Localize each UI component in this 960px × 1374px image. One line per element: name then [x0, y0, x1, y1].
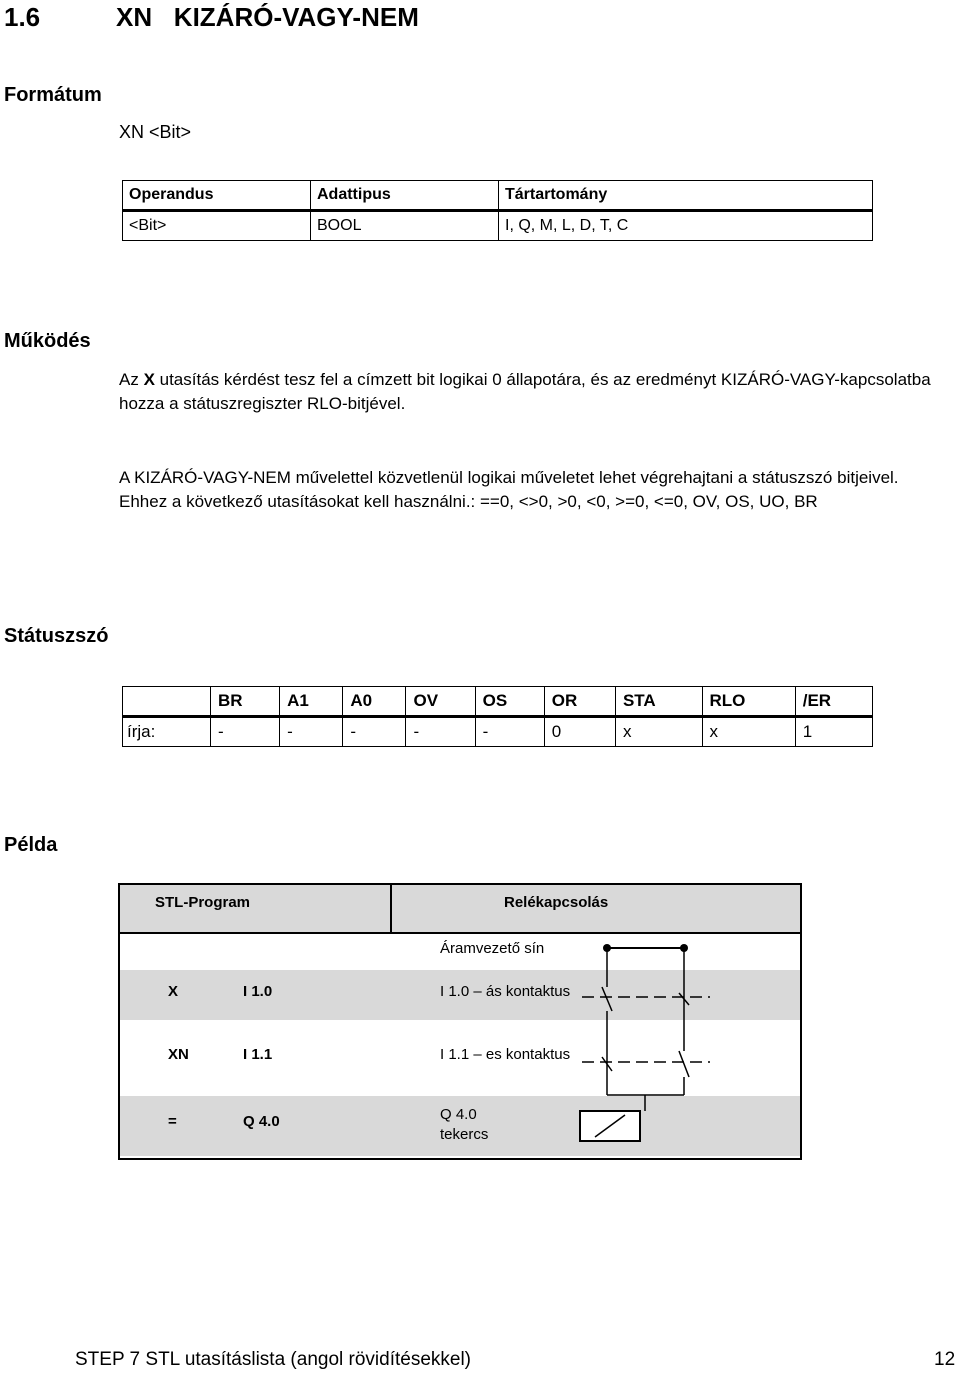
row3-op: = — [168, 1113, 177, 1130]
row3-operand: Q 4.0 — [243, 1113, 280, 1130]
row3-desc-1: Q 4.0 — [440, 1106, 477, 1123]
contact-right-2 — [679, 1051, 689, 1077]
header-datatype: Adattipus — [311, 181, 499, 211]
row1-desc: I 1.0 – ás kontaktus — [440, 983, 571, 1000]
row3-desc-2: tekercs — [440, 1126, 489, 1143]
cell-operand: <Bit> — [123, 211, 311, 241]
example-box — [118, 883, 802, 1160]
status-value-row — [123, 717, 873, 747]
operation-paragraph-1 — [119, 368, 949, 416]
operation-heading: Működés — [4, 330, 91, 352]
status-header-cell: OV — [406, 687, 475, 717]
contact-left-1 — [602, 987, 612, 1011]
row2-desc: I 1.1 – es kontaktus — [440, 1046, 571, 1063]
footer-page-number: 12 — [934, 1349, 956, 1370]
status-value-cell: - — [406, 717, 475, 747]
status-value-cell: 0 — [544, 717, 615, 747]
header-operand: Operandus — [123, 181, 311, 211]
p1-pre: Az — [119, 370, 144, 389]
operand-table — [122, 180, 873, 241]
status-header-cell: STA — [615, 687, 702, 717]
stl-column-title: STL-Program — [155, 894, 251, 911]
status-header-row — [123, 687, 873, 717]
status-header-cell — [123, 687, 211, 717]
footer-title: STEP 7 STL utasításlista (angol rövidítésekkel) — [75, 1349, 472, 1370]
status-value-cell: x — [702, 717, 795, 747]
table-row — [123, 211, 873, 241]
status-value-cell: 1 — [795, 717, 872, 747]
relay-diagram — [120, 885, 800, 1158]
status-header-cell: A1 — [280, 687, 343, 717]
status-header-cell: OR — [544, 687, 615, 717]
p1-bold: X — [143, 370, 155, 389]
example-heading: Példa — [4, 834, 58, 856]
status-header-cell: RLO — [702, 687, 795, 717]
status-value-cell: - — [475, 717, 544, 747]
cell-datatype: BOOL — [311, 211, 499, 241]
relay-column-title: Relékapcsolás — [504, 894, 609, 911]
p1-post: utasítás kérdést tesz fel a címzett bit logikai 0 állapotára, és az eredményt KIZÁRÓ-VAGY-kapcsolatba hozza a státuszregiszter RLO-bitjével. — [119, 370, 931, 413]
row1-op: X — [168, 983, 179, 1000]
format-heading: Formátum — [4, 84, 102, 106]
format-syntax: XN <Bit> — [119, 122, 192, 142]
section-number: 1.6 — [4, 2, 41, 32]
section-title: XN KIZÁRÓ-VAGY-NEM — [116, 2, 419, 32]
row1-operand: I 1.0 — [243, 983, 273, 1000]
status-word-table — [122, 686, 873, 747]
status-word-heading: Státuszszó — [4, 625, 109, 647]
status-value-cell: - — [280, 717, 343, 747]
status-value-cell: - — [343, 717, 406, 747]
status-value-cell: - — [211, 717, 280, 747]
operation-paragraph-2: A KIZÁRÓ-VAGY-NEM művelettel közvetlenül logikai műveletet lehet végrehajtani a státuszszó bitjeivel. Ehhez a következő utasításokat kell használni.: ==0, <>0, >0, <0, >=0, <=0, OV, OS, UO, BR — [119, 468, 899, 511]
status-header-cell: /ER — [795, 687, 872, 717]
status-header-cell: BR — [211, 687, 280, 717]
header-range: Tártartomány — [499, 181, 873, 211]
status-value-cell: írja: — [123, 717, 211, 747]
status-value-cell: x — [615, 717, 702, 747]
page-title — [4, 2, 419, 33]
operand-table-header — [123, 181, 873, 211]
row2-op: XN — [168, 1046, 189, 1063]
rail-label: Áramvezető sín — [440, 940, 545, 957]
row2-operand: I 1.1 — [243, 1046, 273, 1063]
cell-range: I, Q, M, L, D, T, C — [499, 211, 873, 241]
status-header-cell: OS — [475, 687, 544, 717]
status-header-cell: A0 — [343, 687, 406, 717]
